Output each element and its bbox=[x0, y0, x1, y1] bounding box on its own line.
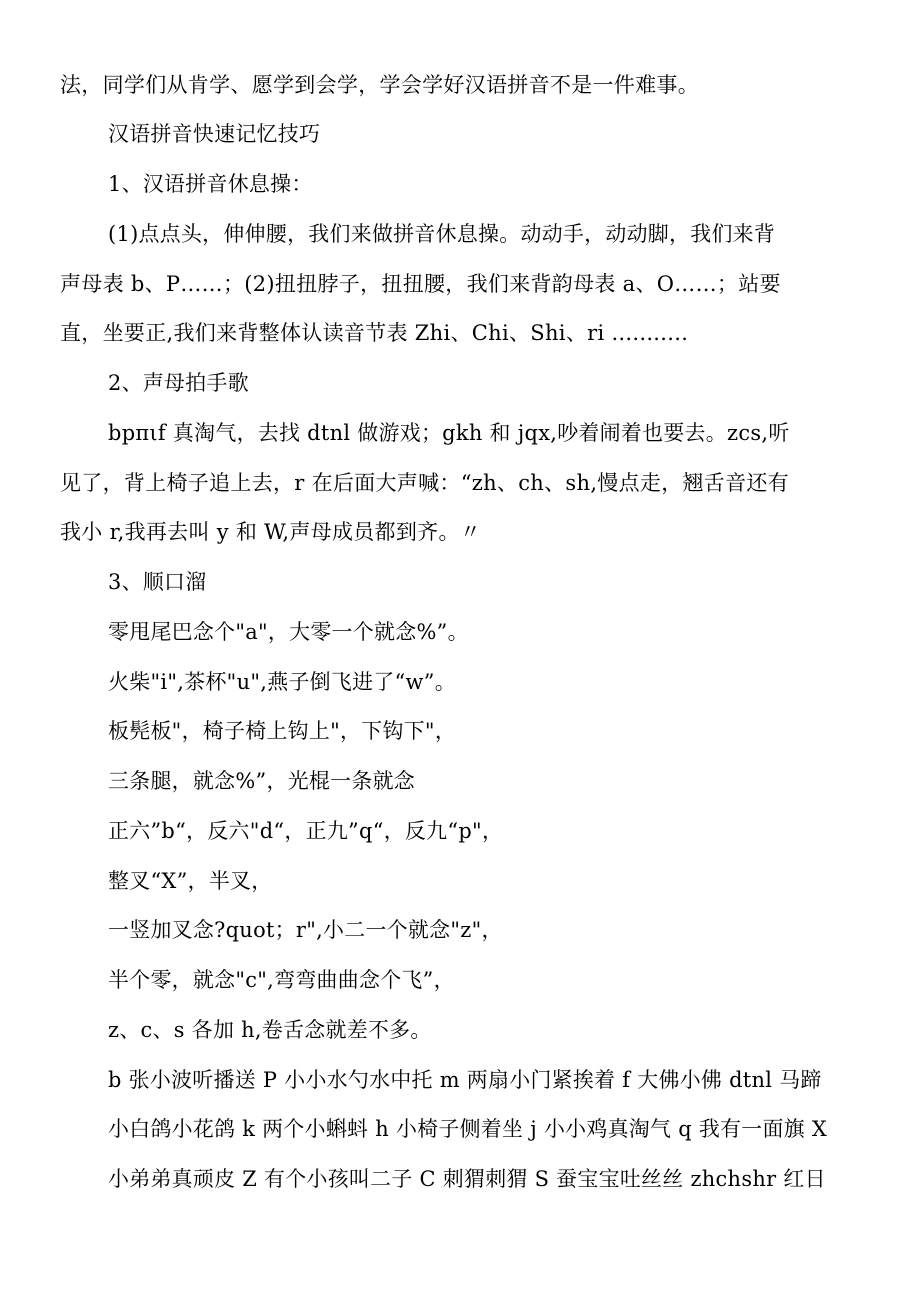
rhyme-line: z、c、s 各加 h,卷舌念就差不多。 bbox=[108, 1018, 432, 1042]
paragraph-line: b 张小波听播送 P 小小水勺水中托 m 两扇小门紧挨着 f 大佛小佛 dtnl 马蹄 bbox=[108, 1068, 822, 1092]
rhyme-line: 半个零，就念"c",弯弯曲曲念个飞”， bbox=[108, 968, 455, 992]
paragraph-line: 小白鸽小花鸽 k 两个小蝌蚪 h 小椅子侧着坐 j 小小鸡真淘气 q 我有一面旗 X bbox=[108, 1117, 828, 1141]
paragraph-line: (1)点点头，伸伸腰，我们来做拼音休息操。动动手，动动脚，我们来背 bbox=[108, 222, 776, 246]
paragraph-line: 我小 r,我再去叫 y 和 W,声母成员都到齐。〃 bbox=[60, 520, 482, 544]
paragraph-line: 小弟弟真顽皮 Z 有个小孩叫二子 C 刺猬刺猬 S 蚕宝宝吐丝丝 zhchshr 红日 bbox=[108, 1167, 826, 1191]
paragraph-line: 直，坐要正,我们来背整体认读音节表 Zhi、Chi、Shi、ri ........... bbox=[60, 321, 689, 345]
section-heading: 汉语拼音快速记忆技巧 bbox=[108, 122, 321, 146]
rhyme-line: 零甩尾巴念个"a"，大零一个就念%”。 bbox=[108, 620, 469, 644]
rhyme-line: 整叉“X”，半叉， bbox=[108, 869, 273, 893]
paragraph-line: bpπιf 真淘气，去找 dtnl 做游戏；gkh 和 jqx,吵着闹着也要去。zcs,听 bbox=[108, 421, 790, 445]
paragraph-line: 见了，背上椅子追上去，r 在后面大声喊：“zh、ch、sh,慢点走，翘舌音还有 bbox=[60, 471, 789, 495]
paragraph-line: 声母表 b、P……；(2)扭扭脖子，扭扭腰，我们来背韵母表 a、O……；站要 bbox=[60, 272, 781, 296]
rhyme-line: 一竖加叉念?quot；r",小二一个就念"z"， bbox=[108, 918, 503, 942]
subsection-heading: 1、汉语拼音休息操： bbox=[108, 172, 313, 196]
rhyme-line: 火柴"i",茶杯"u",燕子倒飞进了“w”。 bbox=[108, 670, 456, 694]
subsection-heading: 3、顺口溜 bbox=[108, 570, 207, 594]
rhyme-line: 三条腿，就念%”，光棍一条就念 bbox=[108, 769, 416, 793]
rhyme-line: 正六”b“，反六"d“，正九”q“，反九“p"， bbox=[108, 819, 504, 843]
paragraph-line: 法，同学们从肯学、愿学到会学，学会学好汉语拼音不是一件难事。 bbox=[60, 73, 699, 97]
subsection-heading: 2、声母拍手歌 bbox=[108, 371, 249, 395]
rhyme-line: 板髡板"，椅子椅上钩上"，下钩下"， bbox=[108, 719, 457, 743]
